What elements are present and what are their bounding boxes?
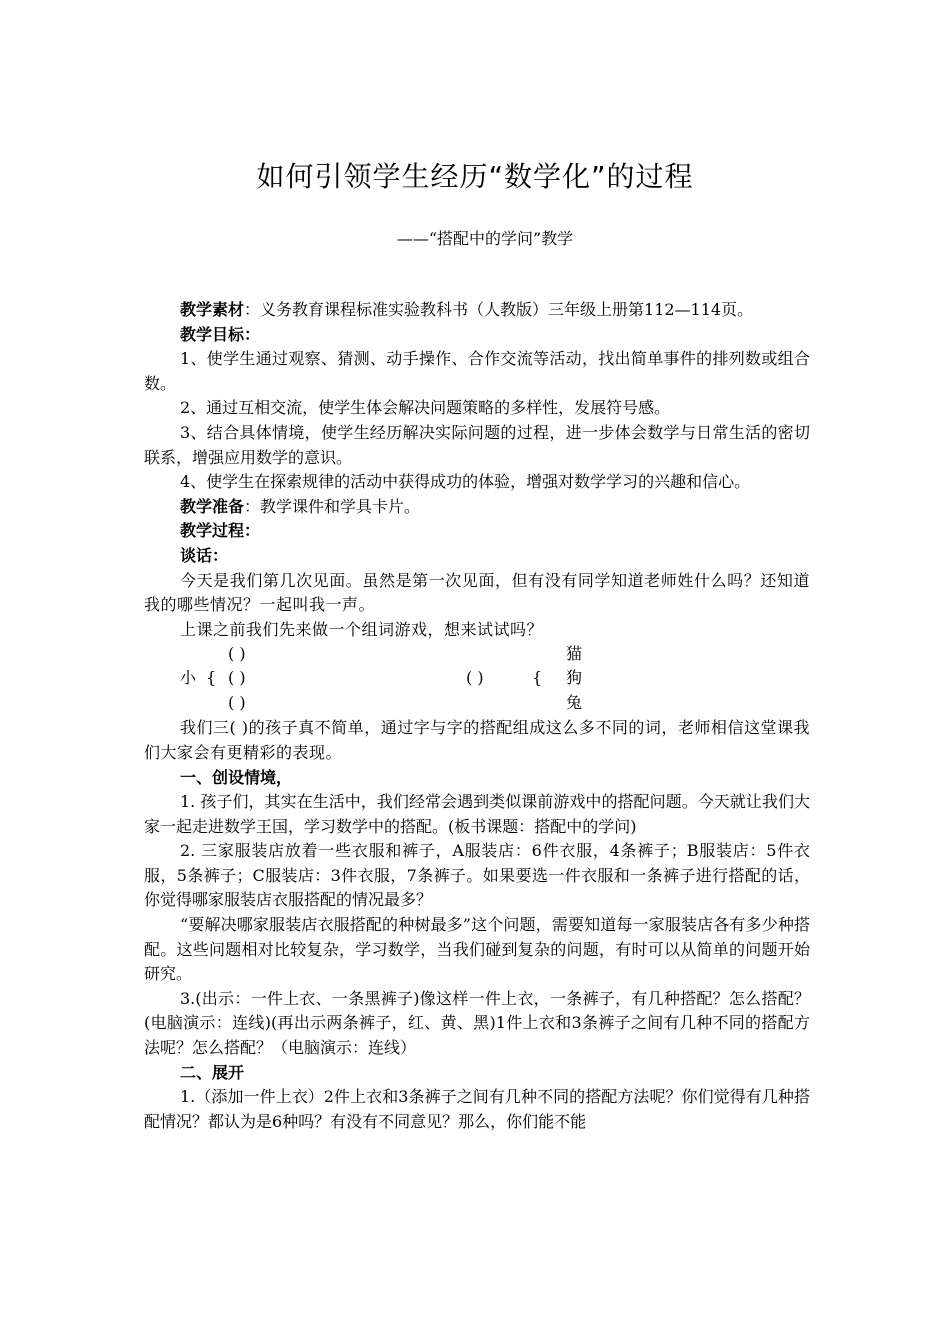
process-heading: 教学过程： bbox=[180, 521, 261, 541]
blank-paren: ( ) bbox=[228, 644, 246, 664]
blank-paren: ( ) bbox=[228, 693, 246, 713]
materials-label: 教学素材 bbox=[180, 300, 245, 319]
game-left-char: 小 bbox=[180, 668, 197, 688]
document-body bbox=[144, 298, 810, 1134]
blank-paren: ( ) bbox=[466, 668, 484, 688]
talk-paragraph: 上课之前我们先来做一个组词游戏，想来试试吗？ bbox=[180, 619, 544, 639]
animal-word: 狗 bbox=[566, 668, 583, 688]
brace-glyph: { bbox=[206, 668, 217, 688]
talk-paragraph: 今天是我们第几次见面。虽然是第一次见面，但有没有同学知道老师姓什么吗？还知道我的哪些情况？一起叫我一声。 bbox=[144, 570, 810, 615]
goal-item: 2、通过互相交流，使学生体会解决问题策略的多样性，发展符号感。 bbox=[180, 398, 671, 418]
section-heading: 二、展开 bbox=[180, 1062, 245, 1082]
word-game bbox=[144, 642, 810, 716]
document-subtitle: ——“搭配中的学问”教学 bbox=[396, 229, 574, 248]
brace-glyph: { bbox=[532, 668, 543, 688]
document-title: 如何引领学生经历“数学化”的过程 bbox=[256, 160, 694, 193]
section-paragraph: 1.（添加一件上衣）2件上衣和3条裤子之间有几种不同的搭配方法呢？你们觉得有几种搭配情况？都认为是6种吗？有没有不同意见？那么，你们能不能 bbox=[144, 1087, 810, 1131]
section-paragraph: “要解决哪家服装店衣服搭配的种树最多”这个问题，需要知道每一家服装店各有多少种搭配。这些问题相对比较复杂，学习数学，当我们碰到复杂的问题，有时可以从简单的问题开始研究。 bbox=[144, 915, 810, 984]
prep-paragraph bbox=[144, 495, 810, 520]
goal-item: 4、使学生在探索规律的活动中获得成功的体验，增强对数学学习的兴趣和信心。 bbox=[180, 472, 751, 492]
talk-paragraph: 我们三( )的孩子真不简单，通过字与字的搭配组成这么多不同的词，老师相信这堂课我们大家会有更精彩的表现。 bbox=[144, 718, 810, 762]
goal-item: 3、结合具体情境，使学生经历解决实际问题的过程，进一步体会数学与日常生活的密切联系，增强应用数学的意识。 bbox=[144, 422, 810, 467]
prep-text: ：教学课件和学具卡片。 bbox=[244, 496, 421, 516]
materials-paragraph bbox=[144, 298, 810, 323]
section-paragraph: 3.(出示：一件上衣、一条黑裤子)像这样一件上衣，一条裤子，有几种搭配？怎么搭配？(电脑演示：连线)(再出示两条裤子，红、黄、黑)1件上衣和3条裤子之间有几种不同的搭配方法呢？怎么搭配？（电脑演示：连线） bbox=[144, 988, 810, 1058]
animal-word: 兔 bbox=[566, 693, 583, 713]
goal-item: 1、使学生通过观察、猜测、动手操作、合作交流等活动，找出简单事件的排列数或组合数。 bbox=[144, 349, 810, 393]
materials-text: ：义务教育课程标准实验教科书（人教版）三年级上册第112—114页。 bbox=[244, 300, 754, 319]
goals-heading: 教学目标： bbox=[180, 324, 261, 344]
prep-label: 教学准备 bbox=[180, 496, 245, 516]
section-paragraph: 2. 三家服装店放着一些衣服和裤子，A服装店：6件衣服，4条裤子；B服装店：5件衣服，5条裤子；C服装店：3件衣服，7条裤子。如果要选一件衣服和一条裤子进行搭配的话，你觉得哪家服装店衣服搭配的情况最多？ bbox=[144, 841, 810, 910]
section-paragraph: 1. 孩子们，其实在生活中，我们经常会遇到类似课前游戏中的搭配问题。今天就让我们大家一起走进数学王国，学习数学中的搭配。(板书课题：搭配中的学问) bbox=[144, 792, 810, 836]
animal-word: 猫 bbox=[566, 644, 583, 664]
talk-heading: 谈话： bbox=[180, 545, 229, 565]
section-heading: 一、创设情境， bbox=[180, 767, 293, 787]
blank-paren: ( ) bbox=[228, 668, 246, 688]
